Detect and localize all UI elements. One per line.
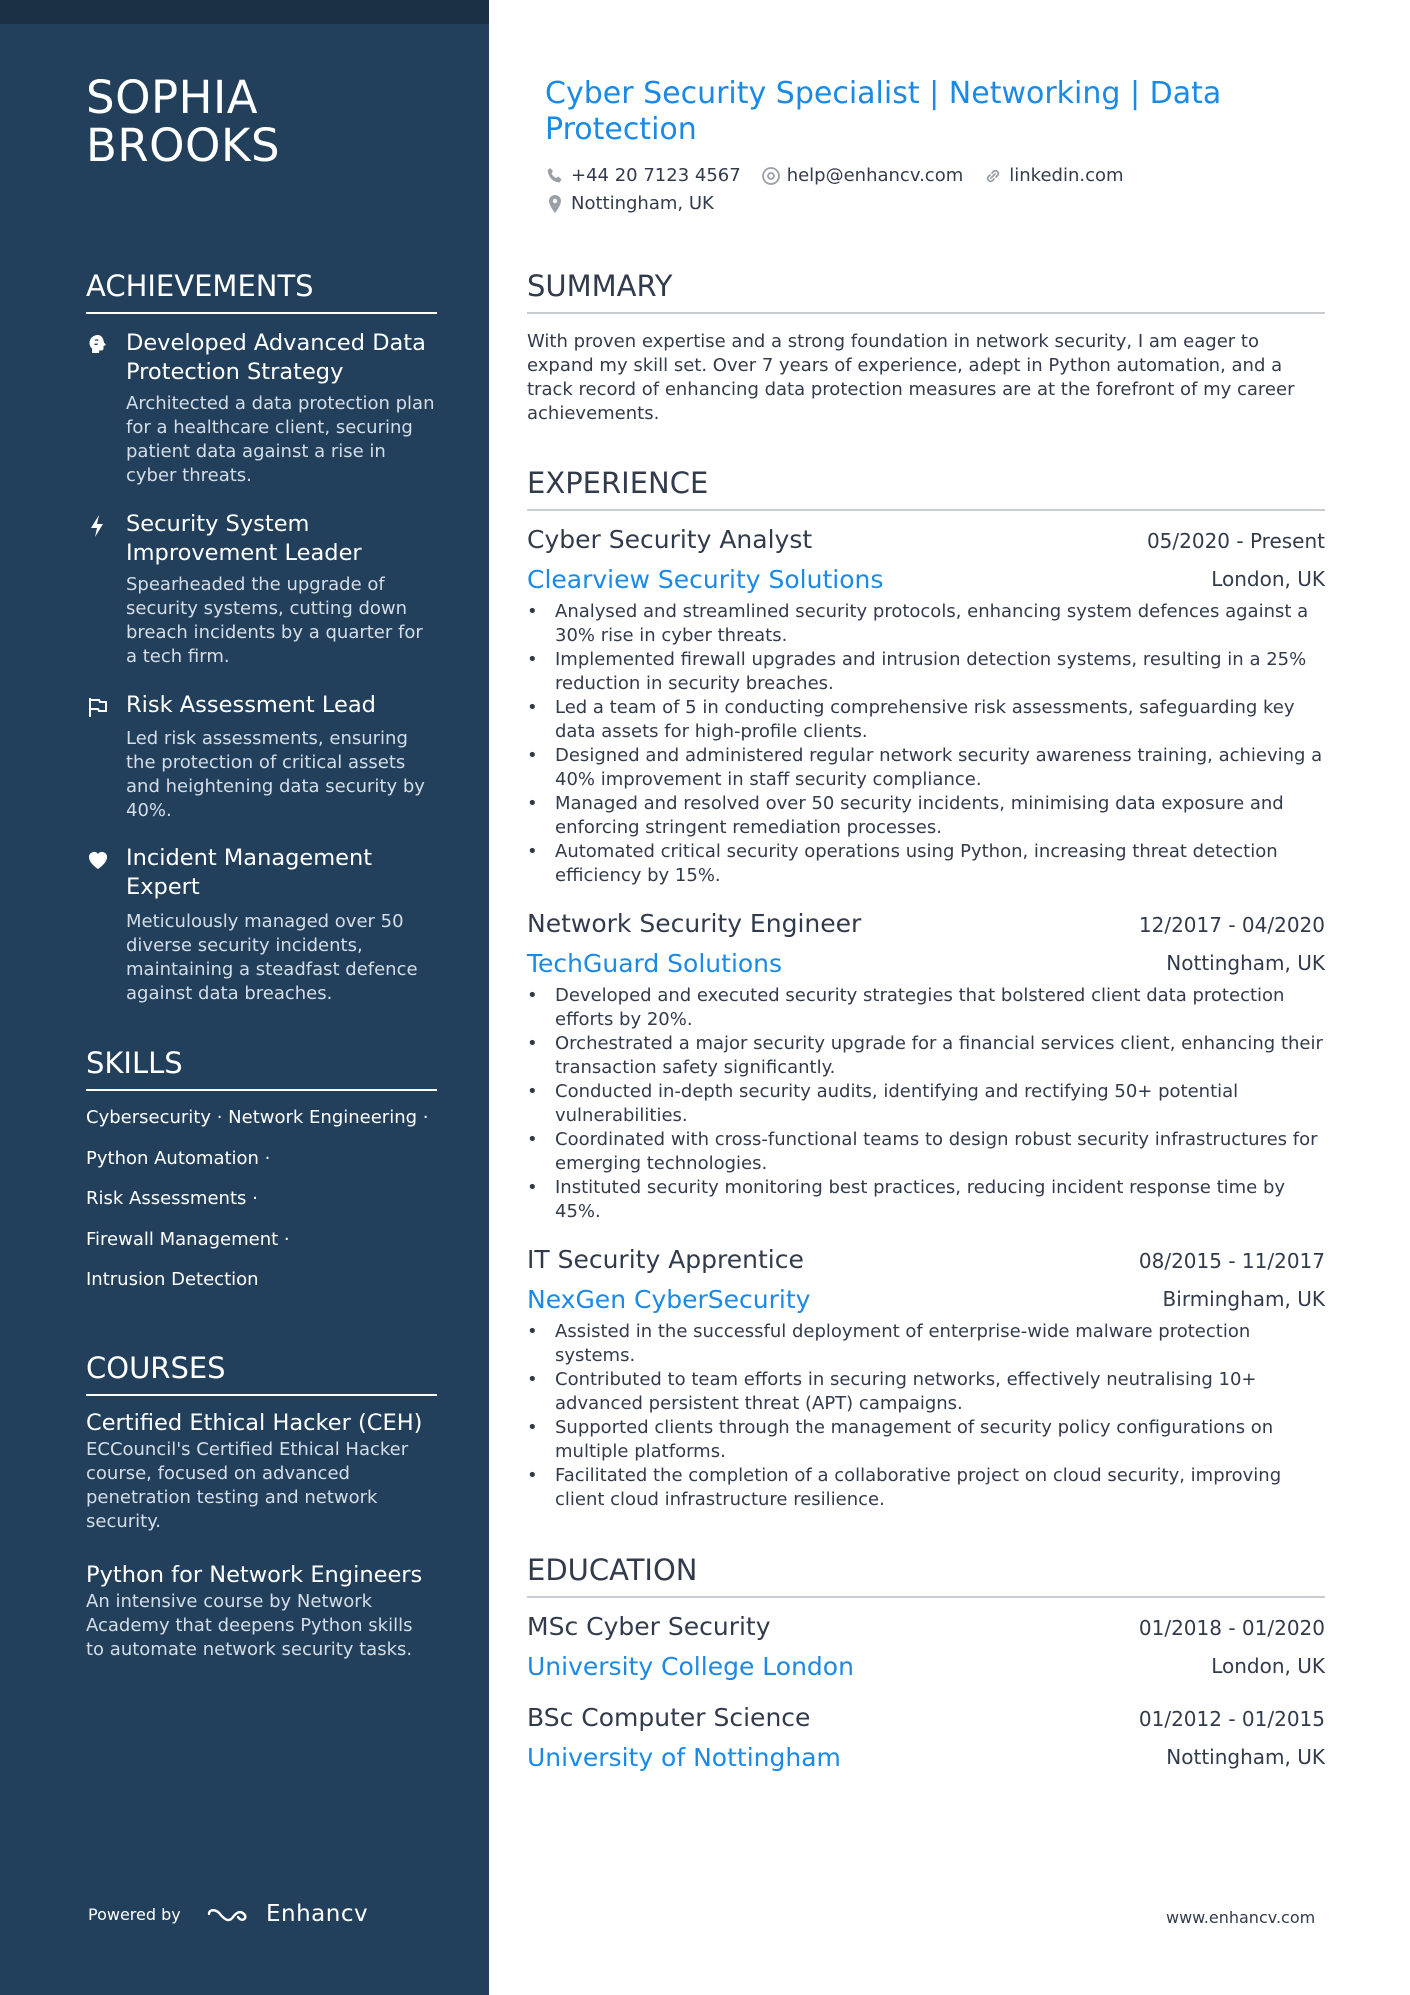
school[interactable]: University College London bbox=[527, 1652, 854, 1681]
degree: MSc Cyber Security bbox=[527, 1612, 771, 1641]
course-desc: ECCouncil's Certified Ethical Hacker course, focused on advanced penetration testing and network security. bbox=[86, 1439, 409, 1532]
job-entry bbox=[527, 524, 1325, 888]
course-item bbox=[86, 1560, 446, 1662]
location-pin-icon bbox=[545, 194, 565, 214]
contact-location: Nottingham, UK bbox=[545, 192, 714, 216]
job-role: Network Security Engineer bbox=[527, 909, 862, 938]
sidebar-top-bar bbox=[0, 0, 489, 24]
bullet-item: • Facilitated the completion of a collaborative project on cloud security, improving client cloud infrastructure resilience. bbox=[527, 1464, 1325, 1512]
bullet-item: • Automated critical security operations using Python, increasing threat detection efficiency by 15%. bbox=[527, 840, 1325, 888]
enhancv-infinity-icon bbox=[206, 1902, 256, 1926]
brain-icon bbox=[86, 333, 110, 357]
courses-title: COURSES bbox=[86, 1350, 437, 1396]
achievement-title: Developed Advanced Data Protection Strategy bbox=[126, 330, 426, 385]
achievement-desc: Meticulously managed over 50 diverse security incidents, maintaining a steadfast defence against data breaches. bbox=[126, 911, 418, 1004]
course-desc: An intensive course by Network Academy that deepens Python skills to automate network security tasks. bbox=[86, 1591, 413, 1660]
skill-row: Intrusion Detection bbox=[86, 1269, 259, 1290]
flag-icon bbox=[86, 695, 110, 719]
education-title: EDUCATION bbox=[527, 1552, 1325, 1598]
skills-title: SKILLS bbox=[86, 1045, 437, 1091]
achievement-title: Security System Improvement Leader bbox=[126, 511, 362, 566]
bullet-item: • Orchestrated a major security upgrade for a financial services client, enhancing their transaction safety significantly. bbox=[527, 1032, 1325, 1080]
education-entry bbox=[527, 1702, 1325, 1778]
headline: Cyber Security Specialist | Networking | Data Protection bbox=[545, 76, 1222, 147]
bullet-item: • Designed and administered regular network security awareness training, achieving a 40% improvement in staff security compliance. bbox=[527, 744, 1325, 792]
job-company[interactable]: TechGuard Solutions bbox=[527, 949, 783, 978]
bullet-item: • Managed and resolved over 50 security incidents, minimising data exposure and enforcing stringent remediation processes. bbox=[527, 792, 1325, 840]
job-location: Nottingham, UK bbox=[1166, 951, 1325, 975]
job-entry bbox=[527, 908, 1325, 1224]
bullet-item: • Supported clients through the management of security policy configurations on multiple platforms. bbox=[527, 1416, 1325, 1464]
bullet-item: • Contributed to team efforts in securing networks, effectively neutralising 10+ advanced persistent threat (APT) campaigns. bbox=[527, 1368, 1325, 1416]
job-role: IT Security Apprentice bbox=[527, 1245, 804, 1274]
bullet-item: • Assisted in the successful deployment of enterprise-wide malware protection systems. bbox=[527, 1320, 1325, 1368]
bullet-item: • Led a team of 5 in conducting comprehensive risk assessments, safeguarding key data assets for high-profile clients. bbox=[527, 696, 1325, 744]
education-date: 01/2018 - 01/2020 bbox=[1138, 1616, 1325, 1640]
school[interactable]: University of Nottingham bbox=[527, 1743, 841, 1772]
job-location: London, UK bbox=[1211, 567, 1325, 591]
achievement-title: Risk Assessment Lead bbox=[126, 692, 376, 718]
contact-row bbox=[545, 192, 734, 216]
achievement-desc: Spearheaded the upgrade of security systems, cutting down breach incidents by a quarter for a tech firm. bbox=[126, 574, 423, 667]
summary-title: SUMMARY bbox=[527, 268, 1325, 314]
skill-row: Python Automation · bbox=[86, 1147, 271, 1169]
job-company[interactable]: Clearview Security Solutions bbox=[527, 565, 884, 594]
job-role: Cyber Security Analyst bbox=[527, 525, 813, 554]
job-date: 05/2020 - Present bbox=[1146, 529, 1325, 553]
bullet-item: • Analysed and streamlined security protocols, enhancing system defences against a 30% rise in cyber threats. bbox=[527, 600, 1325, 648]
job-date: 08/2015 - 11/2017 bbox=[1138, 1249, 1325, 1273]
bullet-item: • Implemented firewall upgrades and intrusion detection systems, resulting in a 25% reduction in security breaches. bbox=[527, 648, 1325, 696]
skill-row: Firewall Management · bbox=[86, 1228, 290, 1250]
bullet-item: • Coordinated with cross-functional teams to design robust security infrastructures for emerging technologies. bbox=[527, 1128, 1325, 1176]
at-icon bbox=[761, 166, 781, 186]
skill-row: Risk Assessments · bbox=[86, 1188, 258, 1209]
education-date: 01/2012 - 01/2015 bbox=[1138, 1707, 1325, 1731]
achievements-title: ACHIEVEMENTS bbox=[86, 268, 437, 314]
course-item bbox=[86, 1408, 446, 1534]
job-date: 12/2017 - 04/2020 bbox=[1138, 913, 1325, 937]
achievement-title: Incident Management Expert bbox=[126, 845, 373, 900]
footer-url[interactable]: www.enhancv.com bbox=[1166, 1908, 1316, 1927]
contact-phone[interactable]: +44 20 7123 4567 bbox=[545, 164, 741, 188]
powered-by-label: Powered by bbox=[88, 1905, 181, 1924]
bullet-item: • Developed and executed security strategies that bolstered client data protection efforts by 20%. bbox=[527, 984, 1325, 1032]
skills-list bbox=[86, 1104, 446, 1307]
education-entry bbox=[527, 1611, 1325, 1687]
job-location: Birmingham, UK bbox=[1162, 1287, 1325, 1311]
bullet-item: • Instituted security monitoring best practices, reducing incident response time by 45%. bbox=[527, 1176, 1325, 1224]
experience-title: EXPERIENCE bbox=[527, 465, 1325, 511]
achievement-desc: Led risk assessments, ensuring the protection of critical assets and heightening data security by 40%. bbox=[126, 728, 425, 821]
lightning-icon bbox=[86, 514, 110, 538]
enhancv-brand: Enhancv bbox=[266, 1901, 369, 1927]
skill-row: Cybersecurity · Network Engineering · bbox=[86, 1107, 429, 1128]
job-bullets bbox=[527, 1320, 1325, 1512]
contact-email[interactable]: help@enhancv.com bbox=[761, 164, 964, 188]
education-location: Nottingham, UK bbox=[1166, 1745, 1325, 1769]
job-bullets bbox=[527, 984, 1325, 1224]
job-entry bbox=[527, 1244, 1325, 1512]
bullet-item: • Conducted in-depth security audits, identifying and rectifying 50+ potential vulnerabilities. bbox=[527, 1080, 1325, 1128]
degree: BSc Computer Science bbox=[527, 1703, 811, 1732]
enhancv-logo[interactable] bbox=[206, 1898, 369, 1930]
link-icon bbox=[983, 166, 1003, 186]
main-content bbox=[489, 0, 1410, 1995]
summary-text: With proven expertise and a strong foundation in network security, I am eager to expand my skill set. Over 7 years of experience, adept in Python automation, and a track record of enhancing data protection measures are at the forefront of my career achievements. bbox=[527, 331, 1295, 424]
achievement-desc: Architected a data protection plan for a healthcare client, securing patient data against a rise in cyber threats. bbox=[126, 393, 435, 486]
contact-linkedin[interactable]: linkedin.com bbox=[983, 164, 1123, 188]
job-bullets bbox=[527, 600, 1325, 888]
course-title: Python for Network Engineers bbox=[86, 1562, 423, 1588]
sidebar bbox=[0, 0, 489, 1995]
phone-icon bbox=[545, 166, 565, 186]
education-location: London, UK bbox=[1211, 1654, 1325, 1678]
contact-row bbox=[545, 164, 1144, 188]
course-title: Certified Ethical Hacker (CEH) bbox=[86, 1410, 423, 1436]
job-company[interactable]: NexGen CyberSecurity bbox=[527, 1285, 811, 1314]
candidate-name: SOPHIA BROOKS bbox=[86, 71, 281, 172]
heart-icon bbox=[86, 848, 110, 872]
